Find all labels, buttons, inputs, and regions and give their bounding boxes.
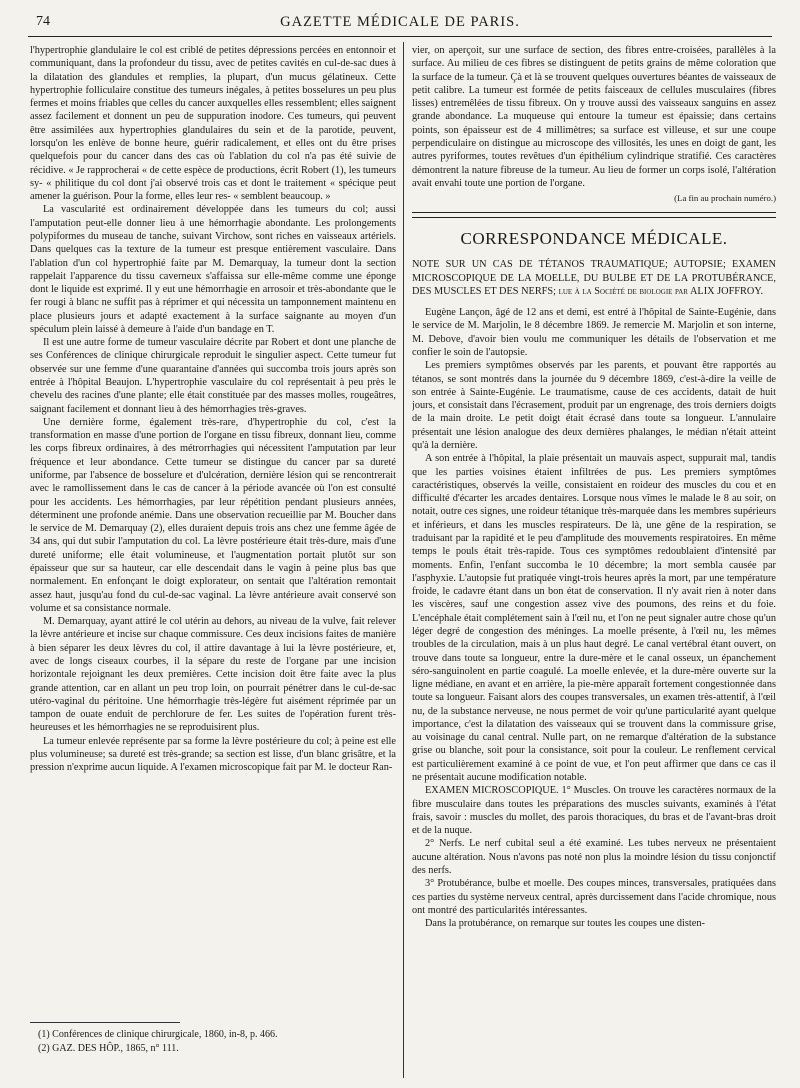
paragraph: vier, on aperçoit, sur une surface de section, des fibres entre-croisées, parallèles à la surface. Au milieu de ces fibres se distinguent de petits grains de même coloration que la surface de la tumeur. Çà et là se trouvent quelques ouvertures béantes de vaisseaux de petit calibre. La tumeur est formée de petits faisceaux de cellules musculaires (fibres lisses) entremêlées de tissu fibreux. On y trouve aussi des vaisseaux sanguins en assez grande abondance. La muqueuse qui entoure la tumeur est épaissie; dans certains points, son épaisseur est de 4 millimètres; sa surface est villeuse, et sur une coupe perpendiculaire on distingue au microscope des villosités, les unes en doigt de gant, les autres pyriformes, toutes revêtues d'un épithélium cylindrique stratifié. Ces caractères démontrent la nature fibreuse de la tumeur. Au lieu de former un corps isolé, l'altération avait envahi toute une portion de l'organe. [412,45,776,189]
paragraph: 3° Protubérance, bulbe et moelle. Des coupes minces, transversales, pratiquées dans ces parties du système nerveux central, après durcissement dans l'acide chromique, nous ont montré des particularités intéressantes. [412,878,776,916]
paragraph: l'hypertrophie glandulaire le col est criblé de petites dépressions percées en entonnoir et communiquant, dans la profondeur du tissu, avec de petites cavités en cul-de-sac dues à la dilatation des glandules et remplies, la plupart, d'un mucus gélatineux. Cette hypertrophie folliculaire constitue des tumeurs inégales, à petites bosselures un peu plus fermes et moins friables que celles du cancer auxquelles elles ressemblent; elles saignent assez facilement et donnent un peu de suppuration inodore. Ces tumeurs, qui peuvent être assimilées aux hypertrophies glandulaires du sein et de la parotide, peuvent, lorsqu'on les enlève de bonne heure, guérir radicalement, et elles ont du être prises quelquefois pour du cancer dans des cas où l'ablation du col n'a pas été suivie de récidive. « Je rapprocherai « de cette espèce de productions, écrit Robert (1), les tumeurs sy- « philitique du col dont j'ai observé trois cas et dont le traitement « spécique peut amener la guérison. Pour la forme, elles leur res- « semblent beaucoup. » [30,45,396,203]
paragraph: Les premiers symptômes observés par les parents, et pouvant être rapportés au tétanos, se sont montrés dans la journée du 9 décembre 1869, c'est-à-dire la veille de son entrée à Sainte-Eugénie. Le traumatisme, cause de ces accidents, datait de huit jours, et consistait dans l'écrasement, produit par un engrenage, des trois derniers doigts de la main droite. Le petit doigt était écrasé dans toute sa longueur. L'annulaire présentait une lésion analogue des deux dernières phalanges, le médian n'était atteint qu'à la dernière. [412,360,776,452]
paragraph: Dans la protubérance, on remarque sur toutes les coupes une disten- [425,918,705,930]
column-divider [403,42,404,1078]
footnotes [30,1028,396,1055]
section-rule [412,212,776,218]
right-column [412,44,776,1076]
paragraph: Il est une autre forme de tumeur vasculaire décrite par Robert et dont une planche de ses Conférences de clinique chirurgicale reproduit le singulier aspect. Cette tumeur fut observée sur une femme d'une quarantaine d'années qui succomba trois jours après son entrée à l'hôpital Beaujon. L'hypertrophie vasculaire du col représentait à peu près le chevelu des racines d'une plante; elle était constituée par des masses molles, rougeâtres, saignant facilement et donnant lieu à des hémorrhagies très-graves. [30,337,396,415]
paragraph: A son entrée à l'hôpital, la plaie présentait un mauvais aspect, suppurait mal, tandis que les parties voisines étaient infiltrées de pus. Les premiers symptômes caractéristiques, observés la veille, consistaient en roideur des muscles du cou et en difficulté d'écarter les arcades dentaires. Lorsque nous vîmes le malade le 8 au soir, on notait, outre ces signes, une roideur tétanique très-marquée dans les membres supérieurs et inférieurs, et dans les muscles respirateurs. De là, une gêne de la respiration, se traduisant par la rapidité et le peu d'amplitude des mouvements respiratoires. En même temps le pouls était très-rapide. Tous ces symptômes redoublaient d'intensité par moments. Enfin, l'enfant succomba le 10 décembre; la mort sembla causée par l'asphyxie. L'autopsie fut pratiquée vingt-trois heures après la mort, par une température froide, le cadavre étant dans un bon état de conservation. Il n'y avait rien à noter dans les viscères, sauf une congestion assez vive des poumons, des reins et du foie. L'encéphale était complétement sain à l'œil nu, et l'on ne peut signaler autre chose qu'un léger degré de congestion des méninges. La moelle présente, à l'œil nu, les mêmes troubles de la circulation, mais à un plus haut degré. Le canal vertébral étant ouvert, on trouve dans toute sa longueur, entre la dure-mère et le canal osseux, un épanchement séro-sanguinolent en partie coagulé. La moelle enlevée, et la dure-mère ouverte sur la ligne médiane, en avant et en arrière, la pie-mère apparaît fortement congestionnée dans toute sa longueur. Faisant alors des coupes transversales, un examen très-attentif, à l'œil nu, de la substance nerveuse, ne nous permet de voir qu'une particularité ayant quelque importance, c'est la dilatation des vaisseaux qui se trouvent dans la commissure grise, au voisinage du canal central. Nulle part, on ne remarque d'altération de la substance grise ou blanche, soit pour la consistance, soit pour la couleur. Le renflement cervical est particulièrement examiné à ce point de vue, et l'on peut affirmer que dans ce cas il ne présentait aucune modification notable. [412,453,776,784]
to-be-continued: (La fin au prochain numéro.) [674,193,776,204]
paragraph: La vascularité est ordinairement développée dans les tumeurs du col; aussi l'amputation peut-elle donner lieu à une hémorrhagie abondante. Les prolongements polypiformes du museau de tanche, suivant Virchow, sont riches en vaisseaux artériels. Dans quelques cas la texture de la tumeur est presque entièrement vasculaire. Dans l'ablation d'un col hypertrophié faite par M. Demarquay, la tumeur dont la section rappelait l'apparence du tissu caverneux s'affaissa sur elle-même comme une éponge dont le liquide est exprimé. Il y eut une hémorrhagie en arrosoir et très-abondante que le fer rougi à blanc ne suffit pas à réprimer et qui nécessita un tamponnement maintenu en place plusieurs jours et adapté exactement à la surface saignante au moyen d'un spéculum plein laissé à demeure à l'aide d'un bandage en T. [30,204,396,335]
paragraph: La tumeur enlevée représente par sa forme la lèvre postérieure du col; à peine est elle plus volumineuse; sa dureté est très-grande; sa section est lisse, d'un blanc grisâtre, et la pression n'exprime aucun liquide. A l'examen microscopique fait par M. le docteur Ran- [30,735,396,774]
left-column [30,44,396,1016]
page-header [28,10,772,37]
paragraph: EXAMEN MICROSCOPIQUE. 1° Muscles. On trouve les caractères normaux de la fibre musculaire dans toutes les préparations des muscles suivants, examinés à l'état frais, savoir : muscles du mollet, des parois thoraciques, du bras et de l'avant-bras droit et de la nuque. [412,785,776,837]
note-title: NOTE SUR UN CAS DE TÉTANOS TRAUMATIQUE; AUTOPSIE; EXAMEN MICROSCOPIQUE DE LA MOELLE, DU BULBE ET DE LA PROTUBÉRANCE, DES MUSCLES ET DES NERFS; lue à la Société de biologie par ALIX JOFFROY. [412,259,776,297]
paragraph: M. Demarquay, ayant attiré le col utérin au dehors, au niveau de la vulve, fait relever la lèvre antérieure et incise sur chaque commissure. Ces deux incisions faites de manière à bien séparer les deux lèvres du col, il attire davantage à lui la lèvre postérieure, et, avec de longs ciseaux courbes, il la sépare du reste de l'organe par une incision horizontale rejoignant les deux premières. Cette incision doit être faite avec la plus grande attention, car en allant un peu trop loin, on pourrait pénétrer dans le cul-de-sac utéro-vaginal du péritoine. Une hémorrhagie très-légère fut aisément réprimée par un tampon de ouate enduit de perchlorure de fer. Les suites de l'opération furent très-heureuses et les hémorrhagies ne se reproduisirent plus. [30,616,396,734]
section-title: CORRESPONDANCE MÉDICALE. [460,229,728,249]
paragraph: 2° Nerfs. Le nerf cubital seul a été examiné. Les tubes nerveux ne présentaient aucune altération. Nous n'avons pas noté non plus la moindre lésion du tissu conjonctif des nerfs. [412,838,776,877]
footnote-rule [30,1022,180,1023]
footnote: (1) Conférences de clinique chirurgicale, 1860, in-8, p. 466. [38,1029,278,1040]
footnote: (2) GAZ. DES HÔP., 1865, n° 111. [38,1042,179,1054]
paragraph: Une dernière forme, également très-rare, d'hypertrophie du col, c'est la transformation en masse d'une portion de l'organe en tissu fibreux, donnant lieu, comme les corps fibreux ordinaires, à des métrorrhagies qui nécessitent l'amputation par leur fréquence et leur abondance. Cette tumeur se distingue du cancer par sa dureté uniforme, par l'absence de bosselure et d'ulcération, dernière lésion qui se rencontrerait avec le ramollissement dans le cas de cancer à la période avancée où l'on est consulté pour les accidents. Les hémorrhagies, par leur répétition pendant plusieurs années, déterminent une profonde anémie. Dans une observation recueillie par M. Boucher dans le service de M. Demarquay (2), elles duraient depuis trois ans chez une femme âgée de 34 ans, qui dut subir l'amputation du col. La lèvre postérieure était très-dure, mais d'une dureté uniforme; elle était volumineuse, et l'augmentation portait plutôt sur son épaisseur que sur sa hauteur, car elle descendait dans le vagin à peine plus bas que normalement. En enfonçant le doigt explorateur, on sentait que l'altération remontait assez haut, jusqu'au fond du cul-de-sac vaginal. La lèvre antérieure avait conservé son volume et sa consistance normale. [30,416,396,614]
paragraph: Eugène Lançon, âgé de 12 ans et demi, est entré à l'hôpital de Sainte-Eugénie, dans le service de M. Marjolin, le 8 décembre 1869. Je remercie M. Marjolin et son interne, M. Debove, d'avoir bien voulu me communiquer les détails de l'observation et me confier le soin de l'autopsie. [412,307,776,359]
page-number: 74 [36,14,50,29]
running-title: GAZETTE MÉDICALE DE PARIS. [280,14,520,30]
